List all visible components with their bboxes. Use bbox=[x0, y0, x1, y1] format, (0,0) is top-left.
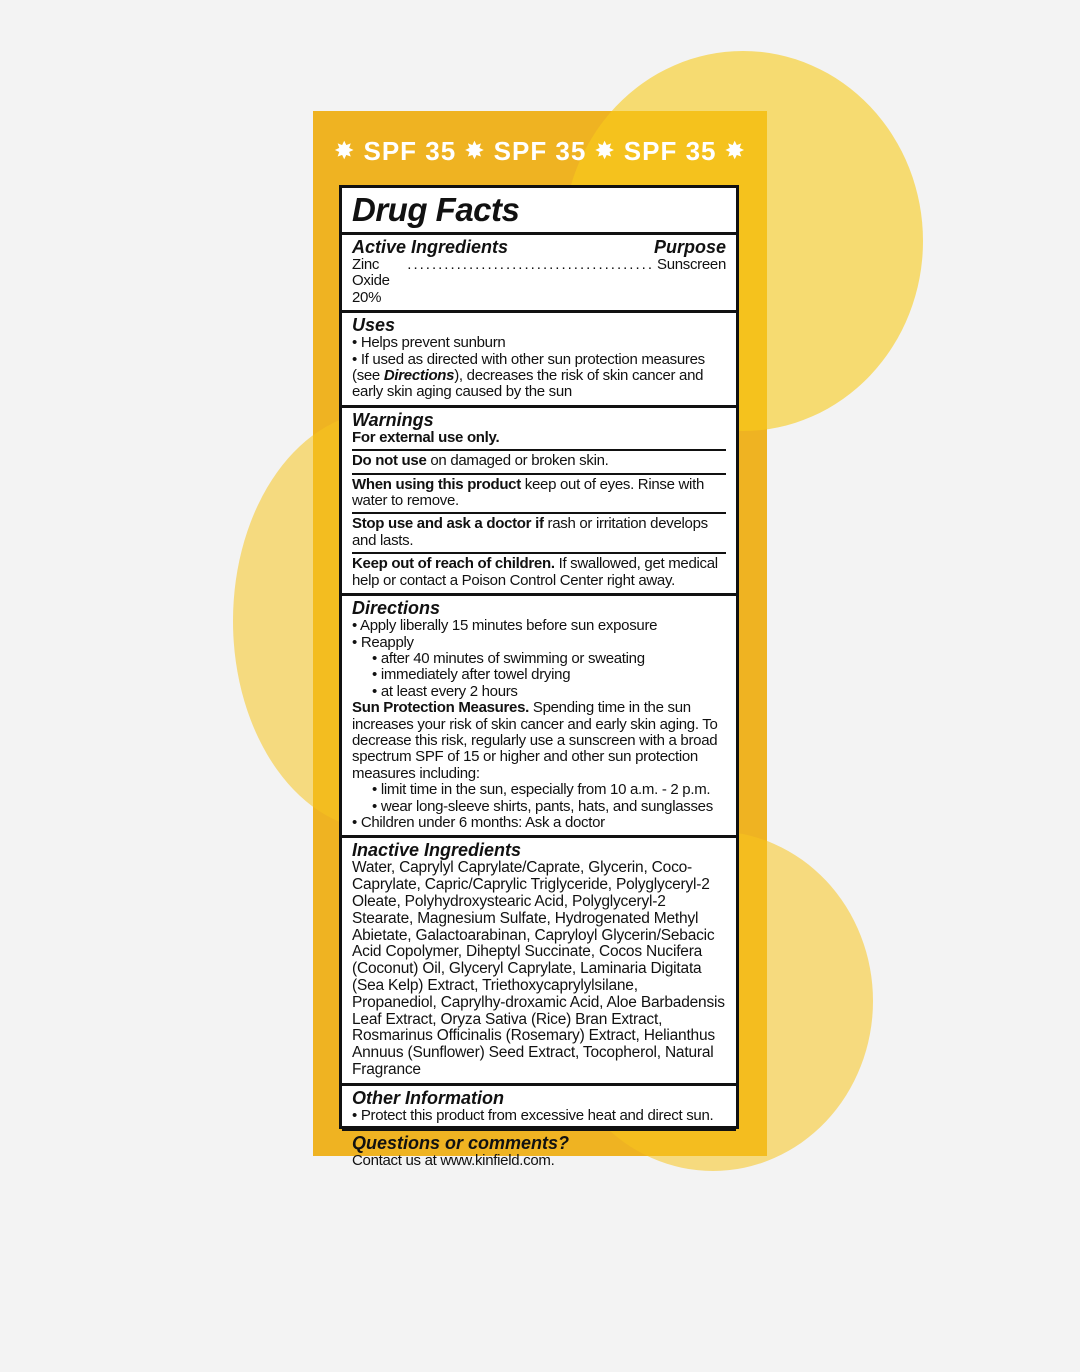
keep-out-reach-text: Keep out of reach of children. If swallowed, get medical help or contact a Poison Control Center right away. bbox=[352, 555, 718, 589]
spf-label: SPF 35 bbox=[363, 135, 457, 166]
starburst-icon: ✸ bbox=[725, 138, 745, 163]
directions-item: • Apply liberally 15 minutes before sun exposure bbox=[352, 617, 658, 635]
directions-subitem: • wear long-sleeve shirts, pants, hats, and sunglasses bbox=[372, 797, 713, 815]
stop-use-text: Stop use and ask a doctor if rash or irritation develops and lasts. bbox=[352, 515, 708, 549]
contact-text: Contact us at www.kinfield.com. bbox=[352, 1152, 555, 1170]
questions-section bbox=[342, 1131, 736, 1173]
other-information-section bbox=[342, 1086, 736, 1131]
external-use-text: For external use only. bbox=[352, 428, 500, 446]
warnings-heading: Warnings bbox=[352, 409, 434, 430]
inactive-ingredients-section bbox=[342, 838, 736, 1085]
uses-heading: Uses bbox=[352, 315, 396, 336]
directions-subitem: • immediately after towel drying bbox=[372, 666, 571, 684]
inactive-ingredients-heading: Inactive Ingredients bbox=[352, 840, 522, 861]
do-not-use-text: Do not use on damaged or broken skin. bbox=[352, 452, 609, 470]
starburst-icon: ✸ bbox=[465, 138, 485, 163]
directions-subitem: • after 40 minutes of swimming or sweating bbox=[372, 649, 645, 667]
drug-facts-box bbox=[339, 185, 739, 1170]
product-label-panel bbox=[313, 111, 767, 1170]
uses-item: • Helps prevent sunburn bbox=[352, 334, 506, 352]
warnings-section bbox=[342, 408, 736, 596]
other-information-text: • Protect this product from excessive heat and direct sun. bbox=[352, 1106, 714, 1124]
leader-dots: ........................................ bbox=[407, 256, 654, 273]
sun-protection-measures: Sun Protection Measures. Spending time in the sun increases your risk of skin cancer and early skin aging. To decrease this risk, regularly use a sunscreen with a broad spectrum SPF of 15 or higher and other sun protection measures including: bbox=[352, 699, 718, 782]
active-ingredients-heading: Active Ingredients bbox=[352, 237, 509, 257]
directions-item: • Reapply bbox=[352, 633, 414, 651]
uses-section bbox=[342, 313, 736, 408]
active-ingredients-section bbox=[342, 235, 736, 313]
inactive-ingredients-text: Water, Caprylyl Caprylate/Caprate, Glycerin, Coco-Caprylate, Capric/Caprylic Triglyceride, Polyglyceryl-2 Oleate, Polyhydroxystearic Acid, Polyglyceryl-2 Stearate, Magnesium Sulfate, Hydrogenated Methyl Abietate, Galactoarabinan, Capryloyl Glycerin/Sebacic Acid Copolymer, Diheptyl Succinate, Cocos Nucifera (Coconut) Oil, Glyceryl Caprylate, Laminaria Digitata (Sea Kelp) Extract, Triethoxycaprylylsilane, Propanediol, Caprylhy-droxamic Acid, Aloe Barbadensis Leaf Extract, Oryza Sativa (Rice) Bran Extract, Rosmarinus Officinalis (Rosemary) Extract, Helianthus Annuus (Sunflower) Seed Extract, Tocopherol, Natural Fragrance bbox=[352, 859, 725, 1078]
starburst-icon: ✸ bbox=[335, 138, 355, 163]
drug-facts-title: Drug Facts bbox=[352, 191, 520, 228]
directions-subitem: • limit time in the sun, especially from 10 a.m. - 2 p.m. bbox=[372, 781, 711, 799]
directions-item: • Children under 6 months: Ask a doctor bbox=[352, 813, 605, 831]
directions-section bbox=[342, 596, 736, 838]
other-information-heading: Other Information bbox=[352, 1087, 504, 1108]
purpose-heading: Purpose bbox=[653, 237, 726, 257]
active-ingredient: Zinc Oxide 20% bbox=[352, 256, 390, 306]
spf-label: SPF 35 bbox=[493, 135, 587, 166]
when-using-text: When using this product keep out of eyes. Rinse with water to remove. bbox=[352, 475, 704, 510]
directions-heading: Directions bbox=[352, 598, 441, 619]
active-purpose: Sunscreen bbox=[656, 256, 726, 273]
uses-item: • If used as directed with other sun protection measures (see Directions), decreases the risk of skin cancer and early skin aging caused by the sun bbox=[352, 350, 705, 401]
spf-label: SPF 35 bbox=[623, 135, 717, 166]
drug-facts-title-section bbox=[342, 188, 736, 235]
spf-banner bbox=[313, 133, 767, 169]
directions-subitem: • at least every 2 hours bbox=[372, 682, 518, 700]
questions-heading: Questions or comments? bbox=[352, 1133, 570, 1154]
starburst-icon: ✸ bbox=[595, 138, 615, 163]
